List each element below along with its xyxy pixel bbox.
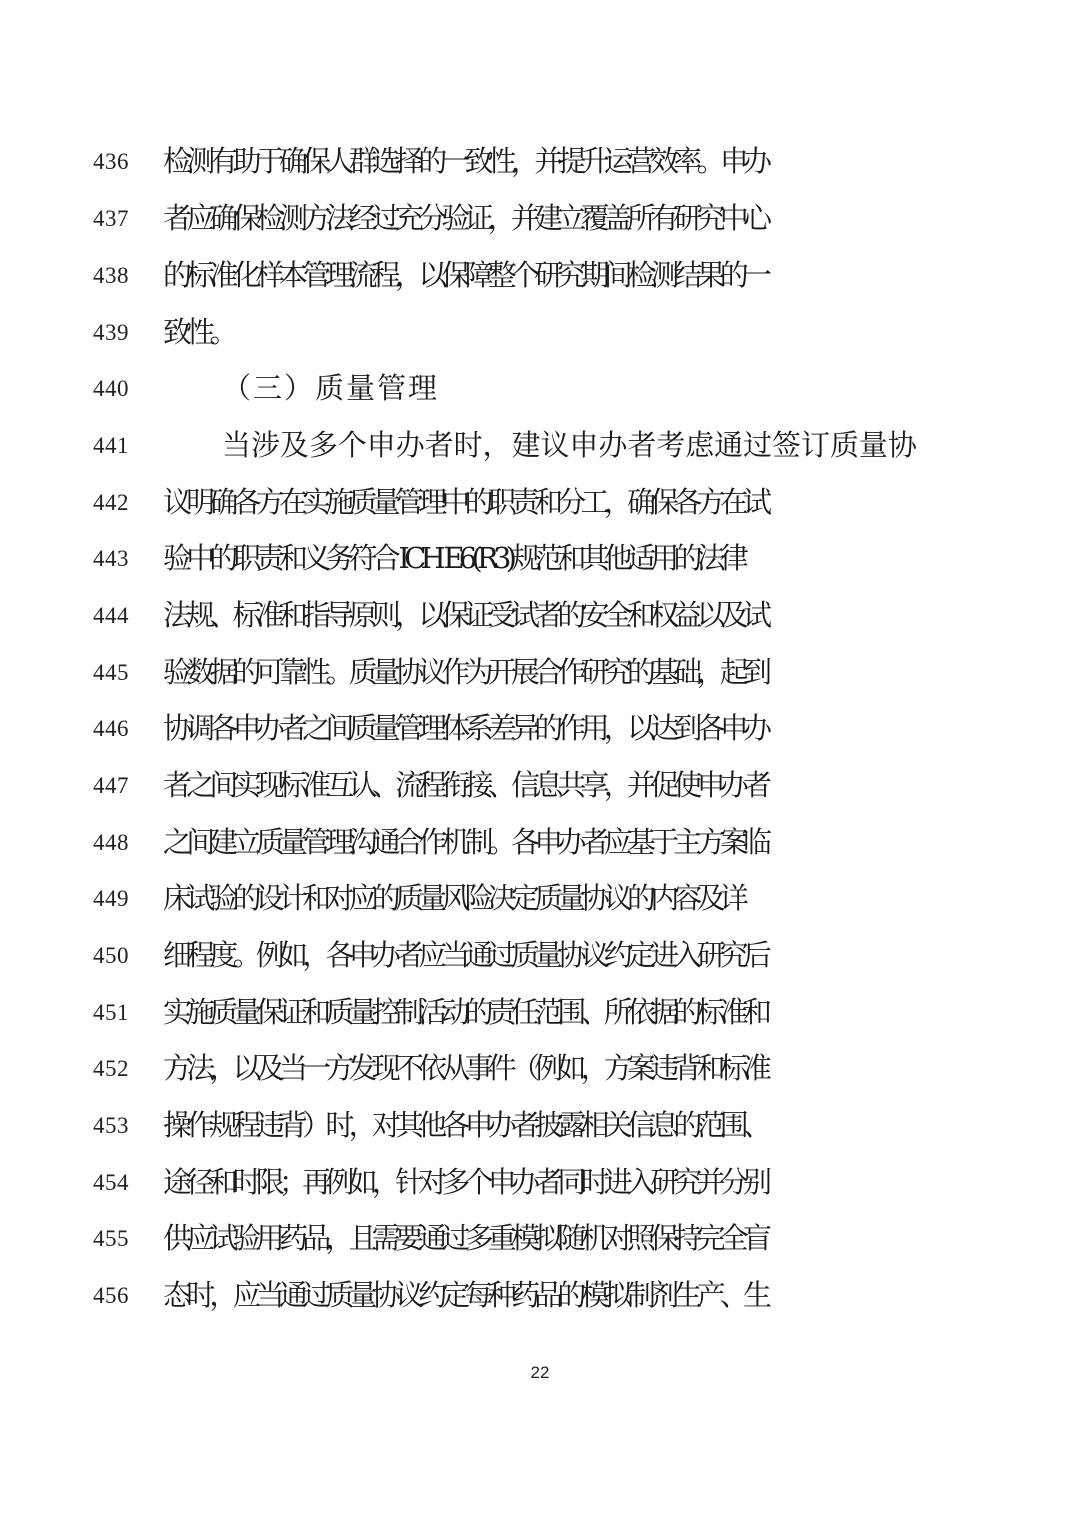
line-number: 455 [93, 1226, 129, 1251]
line-text: 当涉及多个申办者时，建议申办者考虑通过签订质量协 [222, 428, 917, 462]
text-line [0, 538, 1080, 578]
line-text: 检测有助于确保人群选择的一致性，并提升运营效率。申办 [163, 144, 767, 178]
line-number: 444 [93, 603, 129, 628]
line-number: 440 [93, 376, 129, 401]
line-text: 法规、标准和指导原则，以保证受试者的安全和权益以及试 [163, 598, 767, 632]
line-text: 之间建立质量管理沟通合作机制。各申办者应基于主方案临 [163, 825, 767, 859]
line-number: 450 [93, 943, 129, 968]
line-text: 途径和时限；再例如，针对多个申办者同时进入研究并分别 [163, 1165, 767, 1199]
line-number: 436 [93, 149, 129, 174]
text-line [0, 1105, 1080, 1145]
line-number: 439 [93, 320, 129, 345]
line-number: 441 [93, 433, 129, 458]
text-line [0, 425, 1080, 465]
line-number: 456 [93, 1283, 129, 1308]
line-number: 445 [93, 660, 129, 685]
line-text: 操作规程违背）时，对其他各申办者披露相关信息的范围、 [163, 1108, 767, 1142]
line-text: 者应确保检测方法经过充分验证，并建立覆盖所有研究中心 [163, 201, 767, 235]
line-text: 的标准化样本管理流程，以保障整个研究期间检测结果的一 [163, 258, 767, 292]
text-line [0, 1048, 1080, 1088]
line-number: 453 [93, 1113, 129, 1138]
text-line [0, 482, 1080, 522]
line-text: 验数据的可靠性。质量协议作为开展合作研究的基础，起到 [163, 655, 767, 689]
text-line [0, 198, 1080, 238]
line-text: 供应试验用药品，且需要通过多重模拟随机对照保持完全盲 [163, 1221, 767, 1255]
line-number: 446 [93, 716, 129, 741]
line-number: 438 [93, 263, 129, 288]
line-text: 方法，以及当一方发现不依从事件（例如，方案违背和标准 [163, 1051, 767, 1085]
line-text: 实施质量保证和质量控制活动的责任范围、所依据的标准和 [163, 995, 767, 1029]
line-number: 448 [93, 830, 129, 855]
line-text: 议明确各方在实施质量管理中的职责和分工，确保各方在试 [163, 485, 767, 519]
line-text: 致性。 [163, 315, 233, 349]
text-line [0, 141, 1080, 181]
line-number: 447 [93, 773, 129, 798]
line-number: 454 [93, 1170, 129, 1195]
text-line [0, 822, 1080, 862]
text-line [0, 765, 1080, 805]
line-number: 443 [93, 546, 129, 571]
line-text: 床试验的设计和对应的质量风险决定质量协议的内容及详 [163, 881, 744, 915]
page-number: 22 [530, 1363, 550, 1382]
text-line [0, 652, 1080, 692]
text-line [0, 878, 1080, 918]
text-line [0, 595, 1080, 635]
line-number: 449 [93, 886, 129, 911]
line-text: 验中的职责和义务符合 ICH E6(R3)规范和其他适用的法律 [163, 541, 744, 575]
line-text: 态时，应当通过质量协议约定每种药品的模拟制剂生产、生 [163, 1278, 767, 1312]
text-line [0, 1162, 1080, 1202]
text-line [0, 312, 1080, 352]
text-line [0, 255, 1080, 295]
section-heading-line [0, 368, 1080, 408]
section-heading: （三）质量管理 [222, 371, 440, 405]
text-line [0, 708, 1080, 748]
text-line [0, 1218, 1080, 1258]
line-text: 者之间实现标准互认、流程衔接、信息共享，并促使申办者 [163, 768, 767, 802]
text-line [0, 1275, 1080, 1315]
line-number: 451 [93, 1000, 129, 1025]
text-line [0, 935, 1080, 975]
line-number: 452 [93, 1056, 129, 1081]
line-number: 442 [93, 490, 129, 515]
line-text: 协调各申办者之间质量管理体系差异的作用，以达到各申办 [163, 711, 767, 745]
text-line [0, 992, 1080, 1032]
line-number: 437 [93, 206, 129, 231]
line-text: 细程度。例如，各申办者应当通过质量协议约定进入研究后 [163, 938, 767, 972]
